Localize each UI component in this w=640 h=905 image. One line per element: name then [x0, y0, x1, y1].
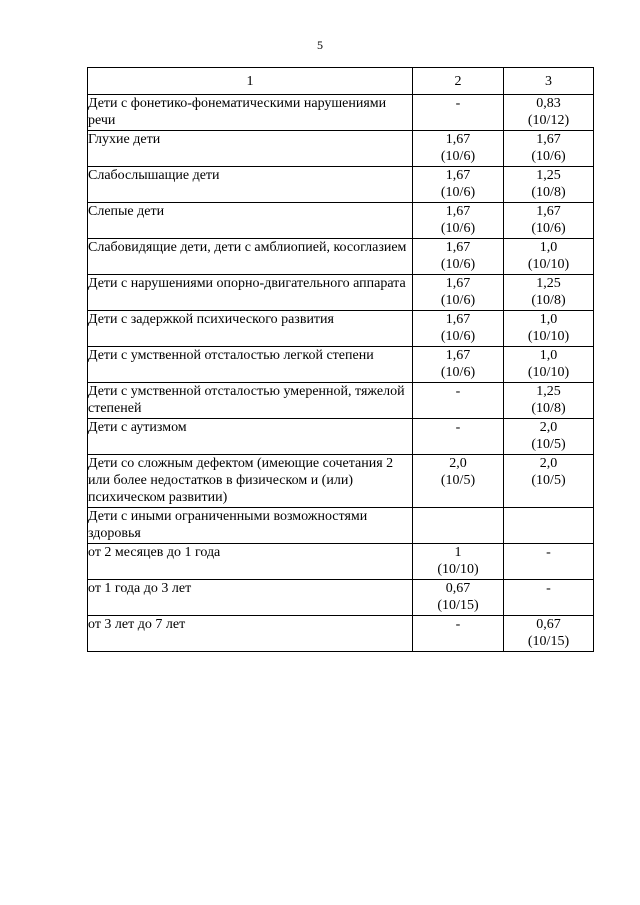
ratio: (10/6): [440, 365, 476, 380]
coefficient: -: [455, 384, 461, 399]
column-header-1: 1: [88, 68, 413, 95]
table-row: [88, 203, 594, 239]
coefficient: 1: [454, 545, 462, 560]
coefficient: 0,67: [445, 581, 471, 596]
column-2-value: [413, 311, 504, 347]
coefficient: -: [455, 96, 461, 111]
ratio: (10/10): [437, 562, 479, 577]
column-3-value: [504, 347, 594, 383]
table-row: [88, 455, 594, 508]
column-2-value: [413, 455, 504, 508]
table-row: [88, 95, 594, 131]
ratio: (10/6): [531, 149, 566, 164]
ratio: (10/5): [531, 437, 566, 452]
coefficient: 1,67: [445, 312, 471, 327]
coefficient: -: [455, 617, 461, 632]
category-name: от 1 года до 3 лет: [88, 580, 413, 616]
ratio: (10/8): [531, 293, 566, 308]
category-name: Дети с умственной отсталостью умеренной, тяжелой степеней: [88, 383, 413, 419]
category-name: Слепые дети: [88, 203, 413, 239]
column-3-value: [504, 419, 594, 455]
ratio: (10/6): [440, 257, 476, 272]
category-name: Дети с умственной отсталостью легкой степени: [88, 347, 413, 383]
table-row: [88, 311, 594, 347]
ratio: (10/10): [527, 365, 570, 380]
table-row: [88, 239, 594, 275]
table-row: [88, 616, 594, 652]
coefficient: 1,0: [539, 240, 558, 255]
ratio: (10/10): [527, 329, 570, 344]
table-row: [88, 383, 594, 419]
column-3-value: [504, 455, 594, 508]
coefficient: -: [455, 420, 461, 435]
ratio: (10/6): [440, 221, 476, 236]
table-row: [88, 167, 594, 203]
category-name: Слабовидящие дети, дети с амблиопией, косоглазием: [88, 239, 413, 275]
table-row: [88, 580, 594, 616]
ratio: (10/8): [531, 185, 566, 200]
column-3-value: [504, 95, 594, 131]
ratio: (10/6): [440, 329, 476, 344]
ratio: (10/10): [527, 257, 570, 272]
column-3-value: [504, 239, 594, 275]
coefficient: 1,67: [536, 132, 561, 147]
coefficient: 2,0: [539, 456, 558, 471]
ratio: (10/6): [440, 293, 476, 308]
category-name: Дети с иными ограниченными возможностями здоровья: [88, 508, 413, 544]
ratio: (10/15): [527, 634, 570, 649]
ratio: (10/15): [437, 598, 479, 613]
coefficient: 1,67: [445, 240, 471, 255]
ratio: (10/6): [440, 149, 476, 164]
column-2-value: [413, 508, 504, 544]
column-3-value: [504, 131, 594, 167]
column-3-value: [504, 544, 594, 580]
column-3-value: [504, 167, 594, 203]
column-3-value: [504, 203, 594, 239]
column-2-value: [413, 580, 504, 616]
column-3-value: [504, 311, 594, 347]
category-name: Дети с задержкой психического развития: [88, 311, 413, 347]
column-3-value: [504, 508, 594, 544]
ratio: (10/5): [440, 473, 476, 488]
column-3-value: [504, 383, 594, 419]
coefficient: -: [546, 545, 551, 560]
ratio: (10/12): [527, 113, 570, 128]
column-2-value: [413, 203, 504, 239]
coefficient: 1,25: [536, 168, 561, 183]
coefficient: 1,67: [445, 348, 471, 363]
coefficient: 1,67: [445, 132, 471, 147]
coefficient: 1,0: [539, 312, 558, 327]
coefficient: 1,67: [536, 204, 561, 219]
column-2-value: [413, 239, 504, 275]
column-2-value: [413, 383, 504, 419]
column-3-value: [504, 275, 594, 311]
column-2-value: [413, 95, 504, 131]
coefficient: -: [546, 581, 551, 596]
column-2-value: [413, 544, 504, 580]
column-2-value: [413, 347, 504, 383]
table-row: [88, 544, 594, 580]
column-header-3: 3: [504, 68, 594, 95]
column-2-value: [413, 167, 504, 203]
category-name: Глухие дети: [88, 131, 413, 167]
category-name: Дети с фонетико-фонематическими нарушениями речи: [88, 95, 413, 131]
category-name: Слабослышащие дети: [88, 167, 413, 203]
category-name: Дети с нарушениями опорно-двигательного аппарата: [88, 275, 413, 311]
table-row: [88, 275, 594, 311]
column-3-value: [504, 616, 594, 652]
column-2-value: [413, 275, 504, 311]
column-2-value: [413, 131, 504, 167]
coefficient: 1,25: [536, 384, 561, 399]
coefficient: 2,0: [539, 420, 558, 435]
coefficient: 1,67: [445, 168, 471, 183]
coefficient: 1,0: [539, 348, 558, 363]
category-name: Дети с аутизмом: [88, 419, 413, 455]
column-header-2: 2: [413, 68, 504, 95]
table-row: [88, 347, 594, 383]
ratio: (10/6): [440, 185, 476, 200]
header-row: [88, 68, 594, 95]
table-row: [88, 131, 594, 167]
coefficient: 1,67: [445, 204, 471, 219]
category-name: от 3 лет до 7 лет: [88, 616, 413, 652]
category-name: от 2 месяцев до 1 года: [88, 544, 413, 580]
coefficient: 1,67: [445, 276, 471, 291]
ratio: (10/8): [531, 401, 566, 416]
table-row: [88, 508, 594, 544]
coefficient: 0,83: [536, 96, 561, 111]
coefficient: 1,25: [536, 276, 561, 291]
table-row: [88, 419, 594, 455]
column-3-value: [504, 580, 594, 616]
column-2-value: [413, 616, 504, 652]
category-name: Дети со сложным дефектом (имеющие сочетания 2 или более недостатков в физическом и (или) психическом развитии): [88, 455, 413, 508]
coefficient: 0,67: [536, 617, 561, 632]
norms-table: [87, 67, 594, 652]
column-2-value: [413, 419, 504, 455]
ratio: (10/5): [531, 473, 566, 488]
ratio: (10/6): [531, 221, 566, 236]
coefficient: 2,0: [449, 456, 467, 471]
page-number: 5: [317, 38, 323, 52]
